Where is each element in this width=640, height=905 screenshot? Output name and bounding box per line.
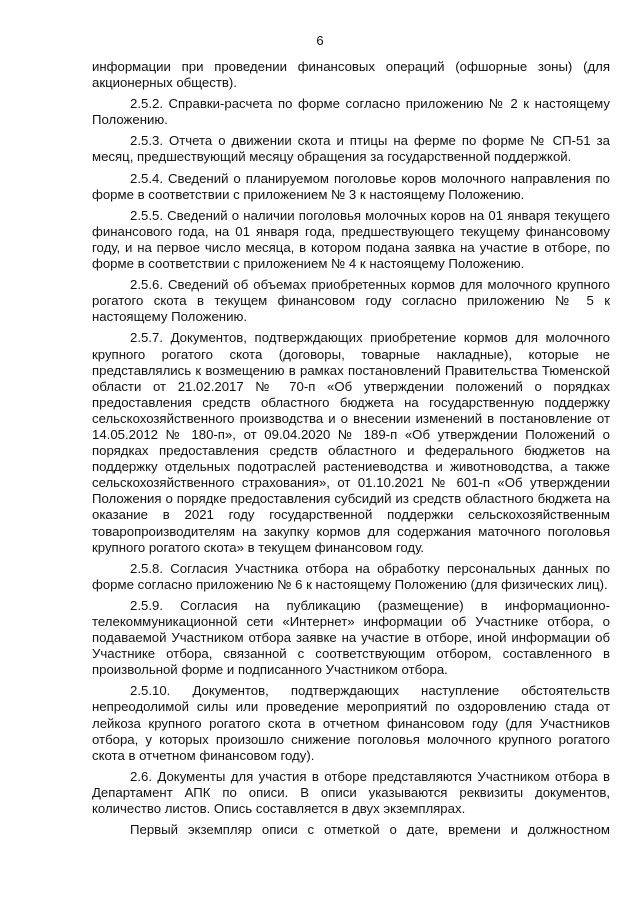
paragraph-2-5-9: 2.5.9. Согласия на публикацию (размещение) в информационно-телекоммуникационной сети «Интернет» информации об Участнике отбора, о подаваемой Участником отбора заявке на участие в отборе, иной информации об Участнике отбора, связанной с соответствующим отбором, составленного в произвольной форме и подписанного Участником отбора. xyxy=(92,597,610,678)
paragraph-2-5-7: 2.5.7. Документов, подтверждающих приобретение кормов для молочного крупного рогатого скота (договоры, товарные накладные), которые не представлялись к возмещению в рамках постановлений Правительства Тюменской области от 21.02.2017 № 70-п «Об утверждении положений о порядках предоставления средств областного бюджета на государственную поддержку сельскохозяйственного производства и о внесении изменений в постановление от 14.05.2012 № 180-п», от 09.04.2020 № 189-п «Об утверждении Положений о порядках предоставления средств областного и федерального бюджетов на поддержку отдельных подотраслей растениеводства и животноводства, а также сельскохозяйственного страхования», от 01.10.2021 № 601-п «Об утверждении Положения о порядке предоставления субсидий из средств областного бюджета на оказание в 2021 году государственной поддержки сельскохозяйственным товаропроизводителям на закупку кормов для содержания маточного поголовья крупного рогатого скота» в текущем финансовом году. xyxy=(92,330,610,555)
page-number: 6 xyxy=(316,33,324,48)
paragraph-first-copy: Первый экземпляр описи с отметкой о дате, времени и должностном xyxy=(130,822,610,838)
paragraph-2-5-10: 2.5.10. Документов, подтверждающих наступление обстоятельств непреодолимой силы или проведение мероприятий по оздоровлению стада от лейкоза крупного рогатого скота в отчетном финансовом году (для Участников отбора, у которых произошло снижение поголовья молочного крупного рогатого скота в отчетном финансовом году). xyxy=(92,683,610,763)
paragraph-2-5-2: 2.5.2. Справки-расчета по форме согласно приложению № 2 к настоящему Положению. xyxy=(92,96,610,128)
paragraph-continuation: информации при проведении финансовых операций (офшорные зоны) (для акционерных обществ). xyxy=(92,59,610,91)
paragraph-2-5-5: 2.5.5. Сведений о наличии поголовья молочных коров на 01 января текущего финансового года, на 01 января года, предшествующего текущему финансовому году, и на первое число месяца, в котором подана заявка на участие в отборе, по форме в соответствии с приложением № 4 к настоящему Положению. xyxy=(92,207,610,272)
paragraph-2-6: 2.6. Документы для участия в отборе представляются Участником отбора в Департамент АПК по описи. В описи указываются реквизиты документов, количество листов. Опись составляется в двух экземплярах. xyxy=(92,768,610,817)
document-body xyxy=(92,59,610,843)
paragraph-2-5-6: 2.5.6. Сведений об объемах приобретенных кормов для молочного крупного рогатого скота в текущем финансовом году согласно приложению № 5 к настоящему Положению. xyxy=(92,277,610,325)
paragraph-2-5-4: 2.5.4. Сведений о планируемом поголовье коров молочного направления по форме в соответствии с приложением № 3 к настоящему Положению. xyxy=(92,170,610,202)
paragraph-2-5-3: 2.5.3. Отчета о движении скота и птицы на ферме по форме № СП-51 за месяц, предшествующий месяцу обращения за государственной поддержкой. xyxy=(92,133,610,165)
paragraph-2-5-8: 2.5.8. Согласия Участника отбора на обработку персональных данных по форме согласно приложению № 6 к настоящему Положению (для физических лиц). xyxy=(92,560,610,592)
